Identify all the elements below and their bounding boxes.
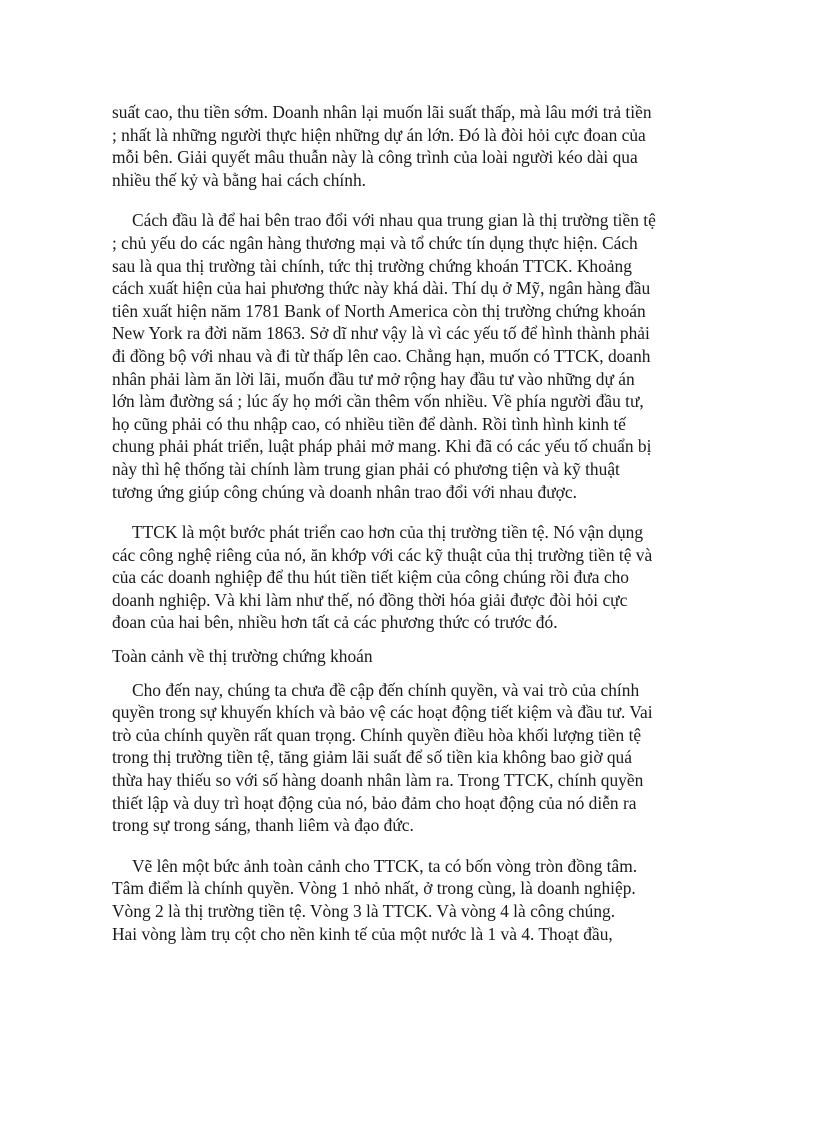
text-line: của các doanh nghiệp để thu hút tiền tiết kiệm của công chúng rồi đưa cho <box>112 567 629 588</box>
paragraph-government-role <box>112 679 724 837</box>
document-body <box>112 101 724 945</box>
text-line: Tâm điểm là chính quyền. Vòng 1 nhỏ nhất, ở trong cùng, là doanh nghiệp. <box>112 878 636 899</box>
text-line: mỗi bên. Giải quyết mâu thuẫn này là công trình của loài người kéo dài qua <box>112 147 638 168</box>
paragraph-two-methods <box>112 209 724 503</box>
text-line: nhiều thế kỷ và bằng hai cách chính. <box>112 169 367 190</box>
text-line: các công nghệ riêng của nó, ăn khớp với các kỹ thuật của thị trường tiền tệ và <box>112 544 653 565</box>
text-line: đi đồng bộ với nhau và đi từ thấp lên cao. Chẳng hạn, muốn có TTCK, doanh <box>112 345 651 366</box>
text-line: trò của chính quyền rất quan trọng. Chính quyền điều hòa khối lượng tiền tệ <box>112 724 642 745</box>
text-line: tương ứng giúp công chúng và doanh nhân trao đổi với nhau được. <box>112 481 577 502</box>
text-line: TTCK là một bước phát triển cao hơn của thị trường tiền tệ. Nó vận dụng <box>132 522 644 543</box>
text-line: Cho đến nay, chúng ta chưa đề cập đến chính quyền, và vai trò của chính <box>132 679 640 700</box>
text-line: này thì hệ thống tài chính làm trung gian phải có phương tiện và kỹ thuật <box>112 458 620 479</box>
text-line: ; nhất là những người thực hiện những dự án lớn. Đó là đòi hỏi cực đoan của <box>112 124 646 145</box>
text-line: suất cao, thu tiền sớm. Doanh nhân lại muốn lãi suất thấp, mà lâu mới trả tiền <box>112 102 652 122</box>
text-line: đoan của hai bên, nhiều hơn tất cả các phương thức có trước đó. <box>112 612 558 633</box>
text-line: New York ra đời năm 1863. Sở dĩ như vậy là vì các yếu tố để hình thành phải <box>112 323 650 344</box>
text-line: lớn làm đường sá ; lúc ấy họ mới cần thêm vốn nhiều. Về phía người đầu tư, <box>112 391 644 412</box>
text-line: Vòng 2 là thị trường tiền tệ. Vòng 3 là TTCK. Và vòng 4 là công chúng. <box>112 901 616 921</box>
section-heading <box>112 645 724 668</box>
text-line: họ cũng phải có thu nhập cao, có nhiều tiền để dành. Rồi tình hình kinh tế <box>112 413 626 434</box>
section-heading-text: Toàn cảnh về thị trường chứng khoán <box>112 646 373 667</box>
text-line: Vẽ lên một bức ảnh toàn cảnh cho TTCK, ta có bốn vòng tròn đồng tâm. <box>132 855 638 876</box>
text-line: thừa hay thiếu so với số hàng doanh nhân làm ra. Trong TTCK, chính quyền <box>112 770 644 791</box>
text-line: nhân phải làm ăn lời lãi, muốn đầu tư mở rộng hay đầu tư vào những dự án <box>112 368 635 389</box>
text-line: quyền trong sự khuyến khích và bảo vệ các hoạt động tiết kiệm và đầu tư. Vai <box>112 702 653 723</box>
text-line: doanh nghiệp. Và khi làm như thế, nó đồng thời hóa giải được đòi hỏi cực <box>112 589 628 610</box>
paragraph-intro-conflict <box>112 101 724 191</box>
text-line: ; chủ yếu do các ngân hàng thương mại và tổ chức tín dụng thực hiện. Cách <box>112 232 638 253</box>
text-line: sau là qua thị trường tài chính, tức thị trường chứng khoán TTCK. Khoảng <box>112 255 632 276</box>
text-line: Hai vòng làm trụ cột cho nền kinh tế của một nước là 1 và 4. Thoạt đầu, <box>112 923 613 944</box>
paragraph-concentric-circles <box>112 855 724 945</box>
text-line: tiên xuất hiện năm 1781 Bank of North America còn thị trường chứng khoán <box>112 300 646 321</box>
text-line: trong thị trường tiền tệ, tăng giảm lãi suất để số tiền kia không bao giờ quá <box>112 747 632 768</box>
text-line: cách xuất hiện của hai phương thức này khá dài. Thí dụ ở Mỹ, ngân hàng đầu <box>112 278 651 299</box>
text-line: chung phải phát triển, luật pháp phải mở mang. Khi đã có các yếu tố chuẩn bị <box>112 436 652 457</box>
paragraph-ttck-development <box>112 521 724 634</box>
text-line: Cách đầu là để hai bên trao đổi với nhau qua trung gian là thị trường tiền tệ <box>132 210 656 231</box>
text-line: trong sự trong sáng, thanh liêm và đạo đức. <box>112 815 414 836</box>
text-line: thiết lập và duy trì hoạt động của nó, bảo đảm cho hoạt động của nó diễn ra <box>112 792 637 813</box>
